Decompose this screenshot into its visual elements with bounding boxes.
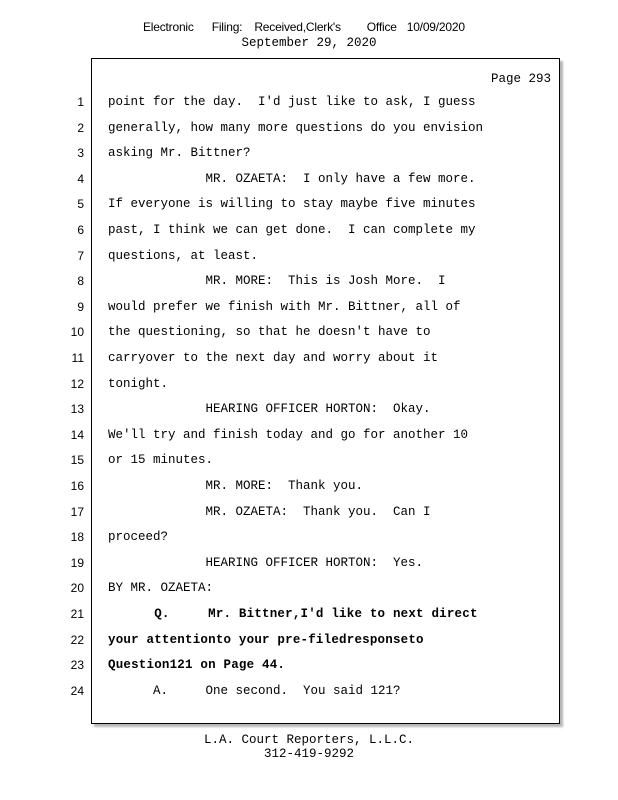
line-number: 4	[77, 171, 84, 186]
line-text: If everyone is willing to stay maybe five minutes	[108, 197, 476, 212]
transcript-line	[0, 530, 618, 550]
line-number: 22	[70, 632, 84, 647]
filing-received: Received,Clerk's	[254, 20, 341, 34]
transcript-line	[0, 274, 618, 294]
line-number: 13	[70, 402, 84, 417]
transcript-line	[0, 95, 618, 115]
transcript-line	[0, 633, 618, 653]
line-text: MR. MORE: Thank you.	[108, 479, 364, 493]
line-number: 9	[77, 299, 84, 314]
line-text: A. One second. You said 121?	[108, 683, 401, 698]
line-number: 24	[70, 683, 84, 698]
filing-office: Office	[366, 20, 397, 34]
line-number: 5	[77, 197, 84, 212]
line-number: 11	[71, 351, 84, 365]
line-text: asking Mr. Bittner?	[108, 146, 251, 161]
hearing-date: September 29, 2020	[241, 36, 377, 50]
line-text: MR. OZAETA: Thank you. Can I	[108, 504, 431, 519]
reporter-phone: 312-419-9292	[263, 747, 354, 761]
transcript-line	[0, 658, 618, 678]
transcript-line	[0, 684, 618, 704]
line-text: HEARING OFFICER HORTON: Yes.	[108, 555, 424, 570]
filing-stamp	[143, 20, 465, 34]
line-text: We'll try and finish today and go for another 10	[108, 427, 469, 442]
line-number: 6	[77, 223, 84, 237]
line-text: Question121 on Page 44.	[108, 658, 286, 673]
transcript-line	[0, 351, 618, 371]
page-number: Page 293	[490, 72, 551, 86]
transcript-line	[0, 377, 618, 397]
line-number: 15	[70, 453, 84, 468]
reporter-company: L.A. Court Reporters, L.L.C.	[203, 733, 415, 747]
line-number: 16	[70, 479, 84, 493]
filing-label: Filing:	[211, 20, 243, 34]
transcript-line	[0, 556, 618, 576]
transcript-line	[0, 249, 618, 269]
transcript-line	[0, 146, 618, 166]
line-number: 12	[70, 376, 84, 391]
filing-date: 10/09/2020	[406, 20, 465, 34]
line-number: 21	[70, 607, 84, 621]
transcript-line	[0, 197, 618, 217]
line-number: 1	[77, 95, 84, 109]
transcript-line	[0, 581, 618, 601]
line-text: BY MR. OZAETA:	[108, 581, 214, 596]
transcript-line	[0, 607, 618, 627]
line-number: 8	[77, 274, 84, 289]
line-number: 18	[70, 530, 84, 545]
transcript-line	[0, 325, 618, 345]
line-number: 19	[70, 555, 84, 570]
line-text: HEARING OFFICER HORTON: Okay.	[108, 402, 431, 417]
line-number: 10	[70, 325, 84, 340]
line-text: past, I think we can get done. I can complete my	[108, 223, 476, 237]
line-number: 23	[70, 658, 84, 673]
line-text: proceed?	[108, 530, 169, 545]
line-text: MR. MORE: This is Josh More. I	[108, 274, 446, 289]
transcript-line	[0, 402, 618, 422]
line-text: the questioning, so that he doesn't have to	[108, 325, 431, 340]
line-text: would prefer we finish with Mr. Bittner, all of	[108, 299, 461, 314]
transcript-line	[0, 453, 618, 473]
line-text: or 15 minutes.	[108, 453, 214, 468]
line-text: your attentionto your pre-filedresponseto	[108, 632, 424, 647]
line-number: 3	[77, 146, 84, 161]
transcript-line	[0, 121, 618, 141]
line-number: 17	[70, 504, 84, 519]
transcript-line	[0, 479, 618, 499]
line-number: 20	[70, 581, 84, 596]
line-number: 2	[77, 120, 84, 135]
line-number: 14	[70, 427, 84, 442]
line-text: tonight.	[108, 376, 169, 391]
line-text: questions, at least.	[108, 248, 259, 263]
line-text: point for the day. I'd just like to ask, I guess	[108, 95, 476, 109]
line-text: MR. OZAETA: I only have a few more.	[108, 171, 476, 186]
line-text: Q. Mr. Bittner,I'd like to next direct	[108, 607, 478, 621]
line-text: generally, how many more questions do you envision	[108, 120, 484, 135]
transcript-line	[0, 428, 618, 448]
line-number: 7	[77, 248, 84, 263]
transcript-line	[0, 172, 618, 192]
filing-electronic: Electronic	[143, 20, 194, 34]
transcript-line	[0, 505, 618, 525]
transcript-line	[0, 223, 618, 243]
transcript-line	[0, 300, 618, 320]
line-text: carryover to the next day and worry about it	[108, 351, 439, 365]
